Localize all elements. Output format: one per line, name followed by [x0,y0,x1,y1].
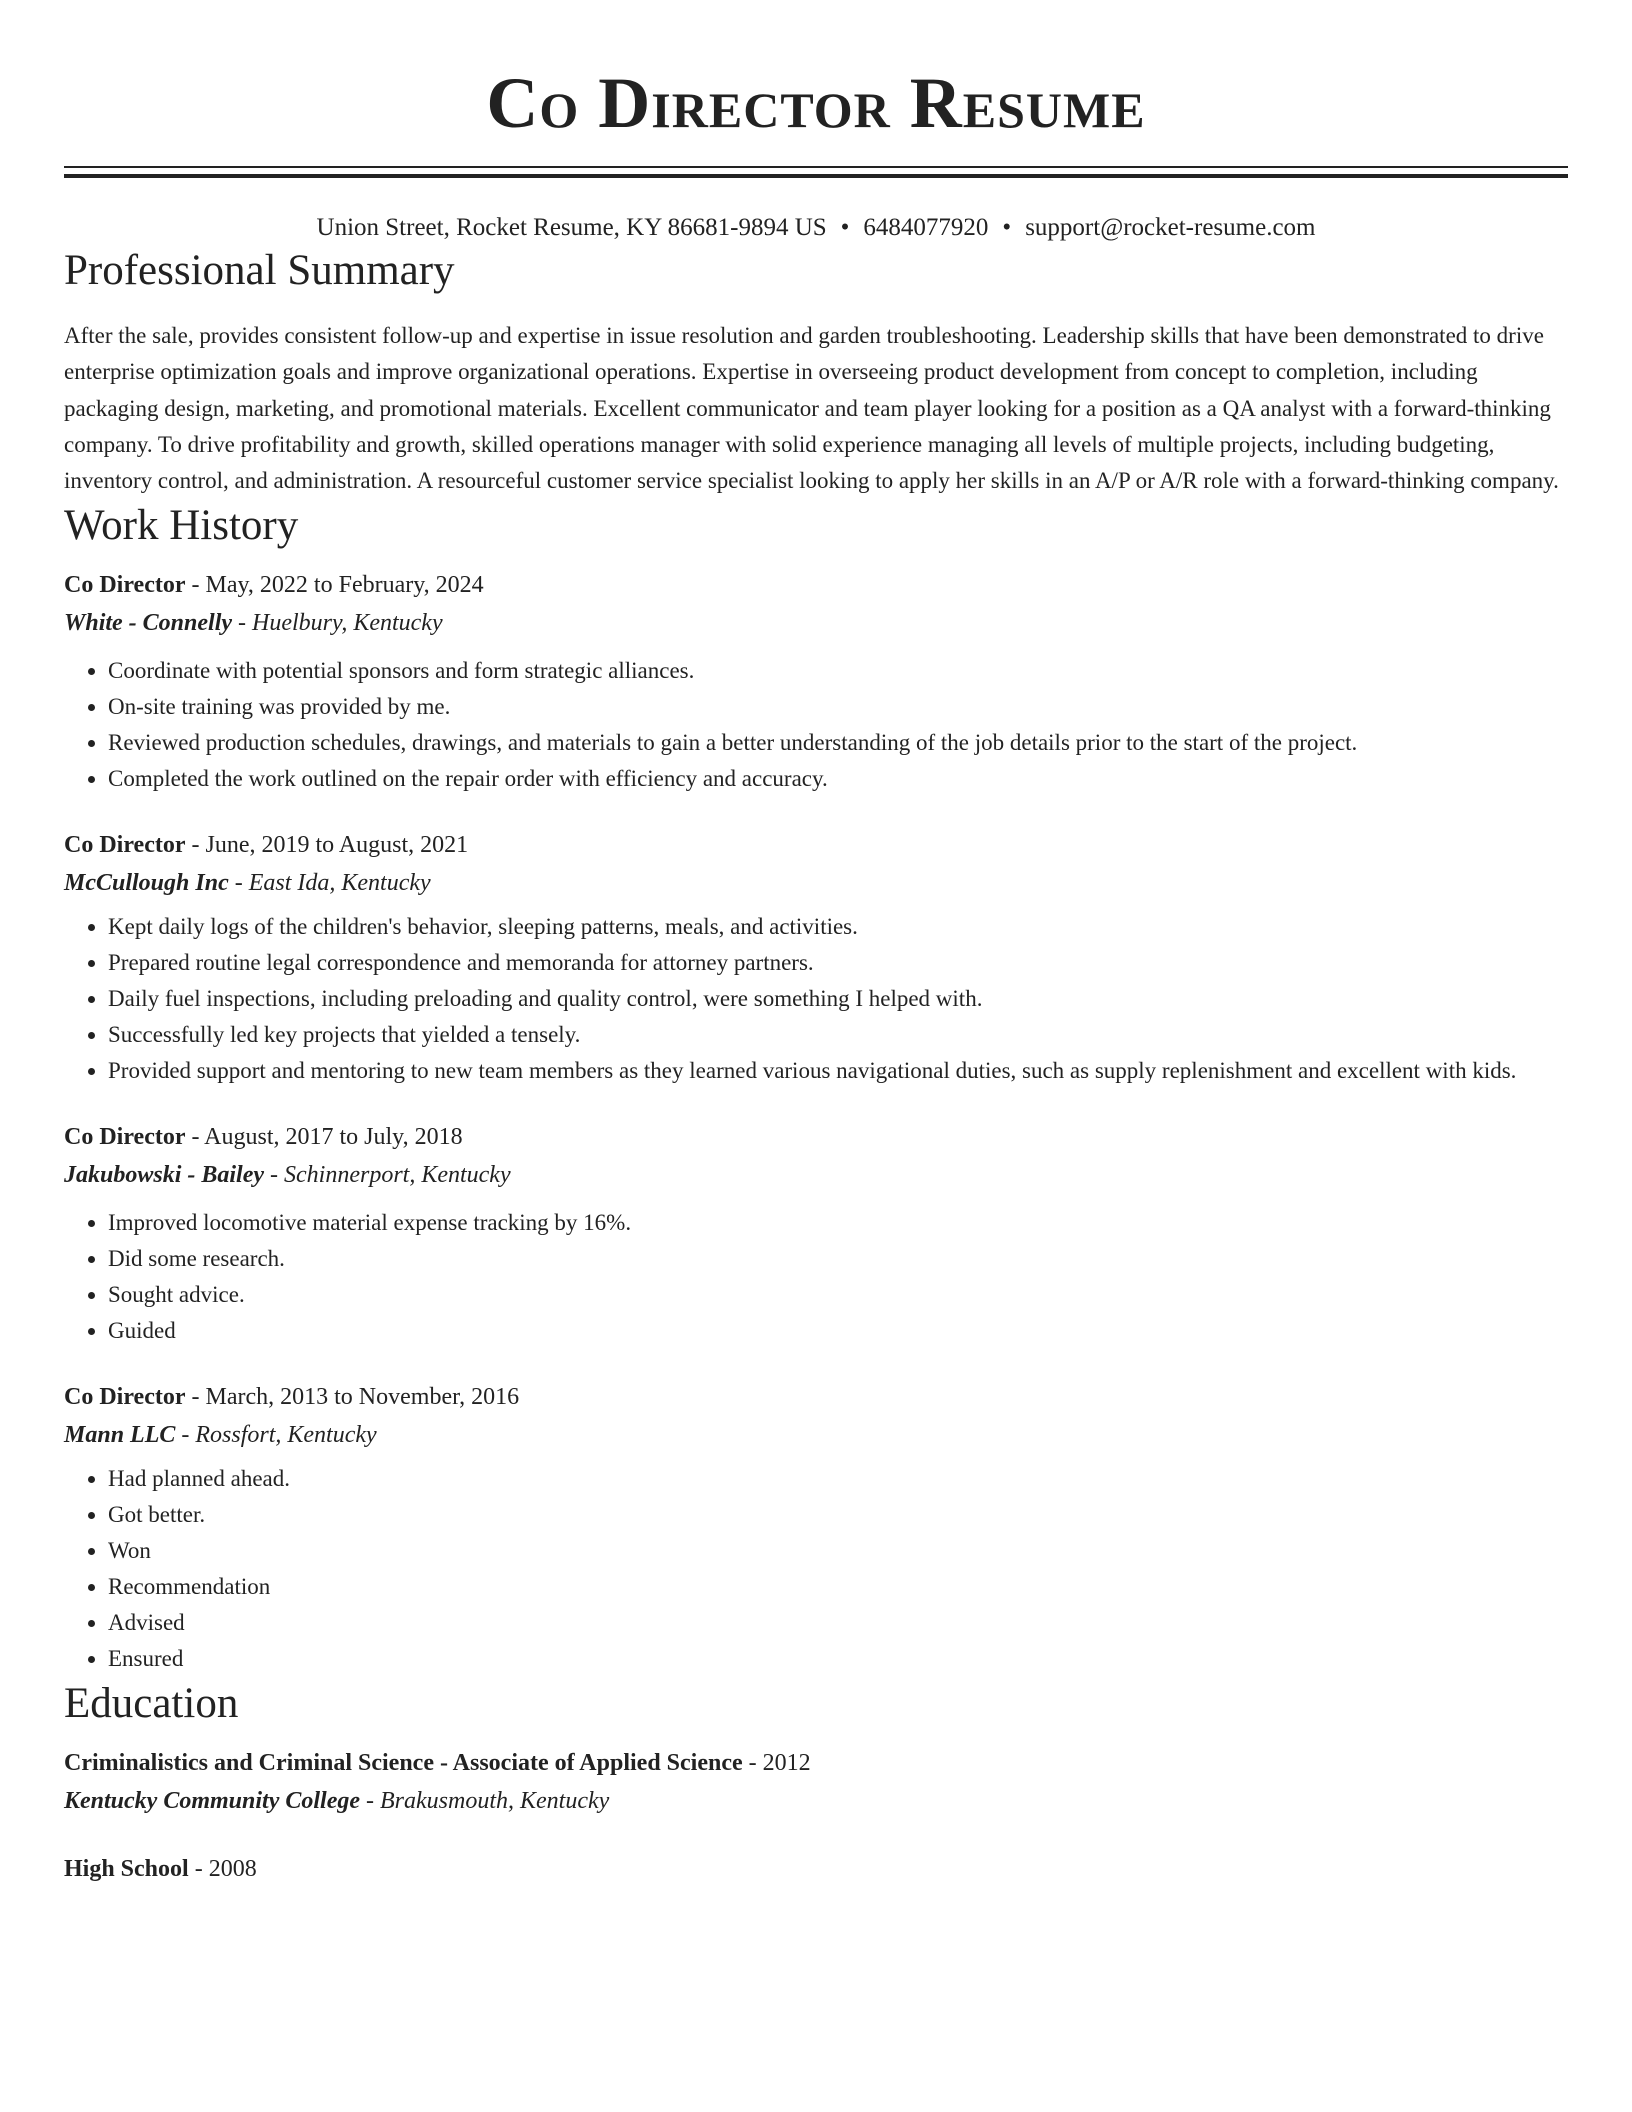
job-title-line [64,827,1568,863]
job-title: Co Director [64,572,186,599]
contact-separator: • [840,214,850,241]
job-title: Co Director [64,832,186,859]
company-line [64,1415,1568,1455]
job-title: Co Director [64,1124,186,1151]
contact-phone: 6484077920 [863,214,989,241]
job-bullet: • Advised [108,1605,1568,1641]
job-bullet: • Had planned ahead. [108,1461,1568,1497]
job-bullet: • Provided support and mentoring to new team members as they learned various navigational duties, such as supply replenishment and excellent with kids. [108,1053,1568,1089]
job-title: Co Director [64,1384,186,1411]
contact-address: Union Street, Rocket Resume, KY 86681-9894 US [316,214,827,241]
school-location: - Brakusmouth, Kentucky [360,1788,610,1815]
job-title-line [64,1119,1568,1155]
company-location: - Huelbury, Kentucky [232,610,443,637]
degree-name: High School [64,1856,189,1883]
degree-year: - 2012 [742,1750,811,1777]
school-name: Kentucky Community College [64,1788,361,1815]
degree-name: Criminalistics and Criminal Science - Associate of Applied Science [64,1750,743,1777]
contact-separator: • [1002,214,1012,241]
degree-line [64,1745,1568,1781]
resume-title: Co Director Resume [486,63,1146,143]
job-dates: - June, 2019 to August, 2021 [185,832,469,859]
job-entry [64,1119,1568,1349]
job-bullet: • Successfully led key projects that yielded a tensely. [108,1017,1568,1053]
education-heading: Education [64,1680,239,1728]
company-line [64,1155,1568,1195]
job-bullet: • Improved locomotive material expense tracking by 16%. [108,1205,1568,1241]
job-dates: - March, 2013 to November, 2016 [185,1384,520,1411]
company-name: McCullough Inc [64,870,229,897]
company-location: - East Ida, Kentucky [228,870,431,897]
company-name: White - Connelly [64,610,233,637]
education-entry [64,1745,1568,1821]
job-bullet: • Completed the work outlined on the repair order with efficiency and accuracy. [108,761,1568,797]
job-bullet: • Ensured [108,1641,1568,1677]
job-bullet-list [64,1205,1568,1349]
company-name: Jakubowski - Bailey [64,1162,265,1189]
job-bullet: • Daily fuel inspections, including preloading and quality control, were something I helped with. [108,981,1568,1017]
job-bullet-list [64,909,1568,1089]
degree-year: - 2008 [188,1856,257,1883]
job-bullet: • Got better. [108,1497,1568,1533]
job-entry [64,827,1568,1089]
company-line [64,603,1568,643]
contact-email: support@rocket-resume.com [1025,214,1316,241]
job-entry [64,567,1568,797]
job-bullet: • Sought advice. [108,1277,1568,1313]
company-location: - Rossfort, Kentucky [175,1422,377,1449]
job-title-line [64,1379,1568,1415]
title-divider-thin [64,166,1568,168]
job-bullet: • On-site training was provided by me. [108,689,1568,725]
company-name: Mann LLC [64,1422,176,1449]
job-bullet: • Coordinate with potential sponsors and form strategic alliances. [108,653,1568,689]
job-bullet-list [64,653,1568,797]
job-bullet: • Prepared routine legal correspondence and memoranda for attorney partners. [108,945,1568,981]
job-bullet: • Did some research. [108,1241,1568,1277]
job-bullet: • Guided [108,1313,1568,1349]
summary-text: After the sale, provides consistent follow-up and expertise in issue resolution and garden troubleshooting. Leadership skills that have been demonstrated to drive enterprise optimization goals and improve organizational operations. Expertise in overseeing product development from concept to completion, including packaging design, marketing, and promotional materials. Excellent communicator and team player looking for a position as a QA analyst with a forward-thinking company. To drive profitability and growth, skilled operations manager with solid experience managing all levels of multiple projects, including budgeting, inventory control, and administration. A resourceful customer service specialist looking to apply her skills in an A/P or A/R role with a forward-thinking company. [64,323,1559,494]
job-title-line [64,567,1568,603]
job-bullet: • Reviewed production schedules, drawings, and materials to gain a better understanding of the job details prior to the start of the project. [108,725,1568,761]
contact-line [64,212,1568,244]
job-bullet: • Kept daily logs of the children's behavior, sleeping patterns, meals, and activities. [108,909,1568,945]
job-dates: - August, 2017 to July, 2018 [185,1124,463,1151]
title-divider-thick [64,174,1568,178]
degree-line [64,1851,1568,1887]
summary-heading: Professional Summary [64,247,455,294]
work-history-heading: Work History [64,502,299,550]
company-line [64,863,1568,903]
job-bullet-list [64,1461,1568,1677]
job-bullet: • Recommendation [108,1569,1568,1605]
company-location: - Schinnerport, Kentucky [264,1162,511,1189]
education-entry [64,1851,1568,1887]
job-dates: - May, 2022 to February, 2024 [185,572,484,599]
school-line [64,1781,1568,1821]
job-entry [64,1379,1568,1677]
job-bullet: • Won [108,1533,1568,1569]
